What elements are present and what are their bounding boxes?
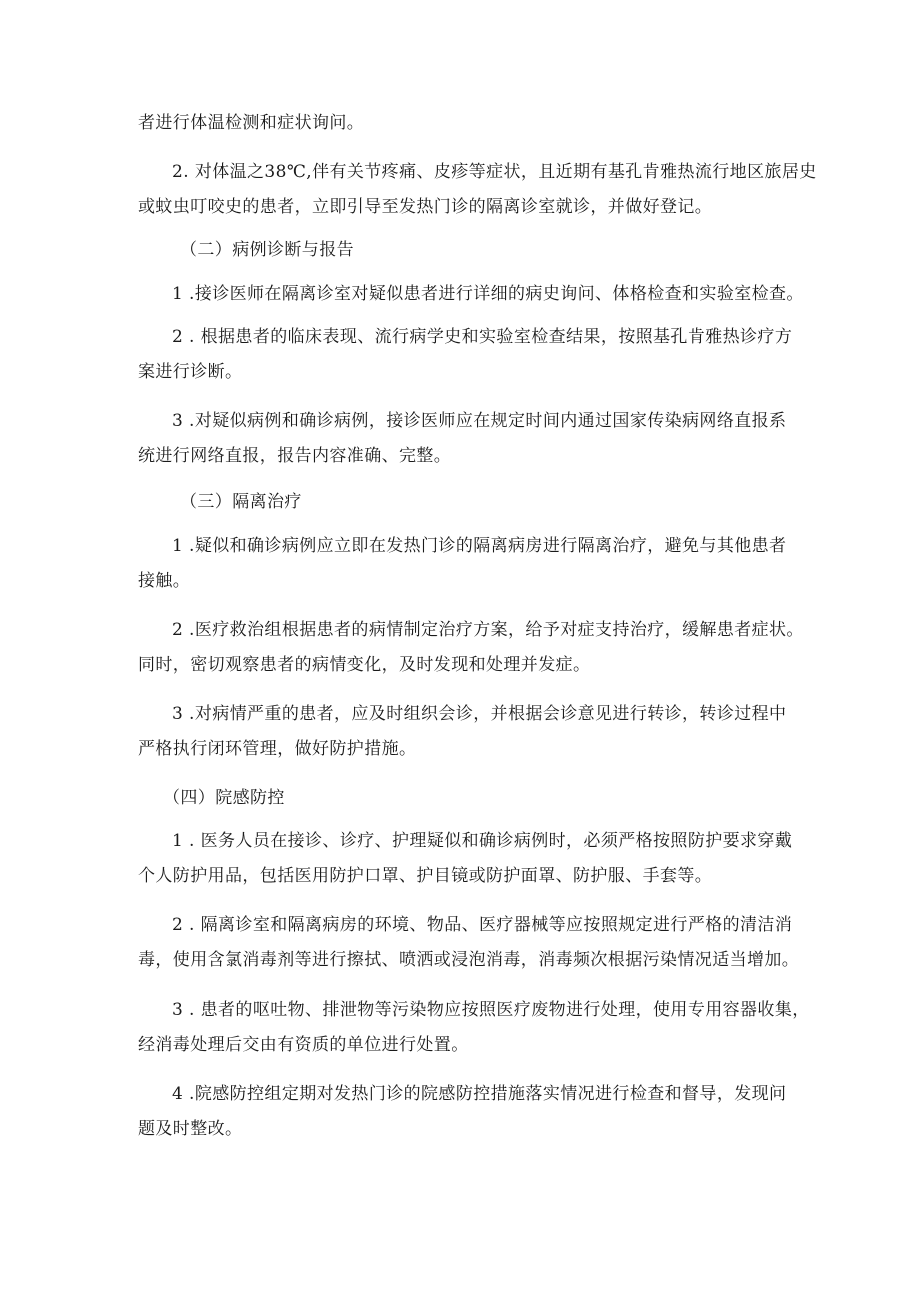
paragraph-item <box>138 613 804 683</box>
paragraph-line: 同时，密切观察患者的病情变化，及时发现和处理并发症。 <box>138 655 591 675</box>
paragraph-line: 1 . 医务人员在接诊、诊疗、护理疑似和确诊病例时，必须严格按照防护要求穿戴 <box>172 831 793 851</box>
paragraph-line: 1 .接诊医师在隔离诊室对疑似患者进行详细的病史询问、体格检查和实验室检查。 <box>172 284 804 304</box>
paragraph-line: 严格执行闭环管理，做好防护措施。 <box>138 739 417 759</box>
paragraph-line: 题及时整改。 <box>138 1119 243 1139</box>
paragraph-line: 案进行诊断。 <box>138 362 243 382</box>
paragraph-line: 个人防护用品，包括医用防护口罩、护目镜或防护面罩、防护服、手套等。 <box>138 866 713 886</box>
section-heading <box>138 781 788 816</box>
paragraph-line: 统进行网络直报，报告内容准确、完整。 <box>138 446 452 466</box>
paragraph-line: 2 . 根据患者的临床表现、流行病学史和实验室检查结果，按照基孔肯雅热诊疗方 <box>172 327 793 347</box>
paragraph-line: 3 .对病情严重的患者，应及时组织会诊，并根据会诊意见进行转诊，转诊过程中 <box>172 704 787 724</box>
paragraph-item <box>138 277 804 312</box>
paragraph-item <box>138 824 793 894</box>
paragraph-line: 2. 对体温之38℃,伴有关节疼痛、皮疹等症状，且近期有基孔肯雅热流行地区旅居史 <box>172 162 817 182</box>
paragraph-line: 者进行体温检测和症状询问。 <box>138 113 365 133</box>
section-heading-text: （二）病例诊断与报告 <box>180 240 354 260</box>
paragraph-line: 4 .院感防控组定期对发热门诊的院感防控措施落实情况进行检查和督导，发现问 <box>172 1084 787 1104</box>
paragraph-item <box>138 529 788 599</box>
section-heading <box>138 485 788 520</box>
paragraph-line: 或蚊虫叮咬史的患者，立即引导至发热门诊的隔离诊室就诊，并做好登记。 <box>138 197 713 217</box>
paragraph-continuation <box>138 106 788 141</box>
section-heading-text: （四）院感防控 <box>163 788 285 808</box>
section-heading <box>138 233 788 268</box>
section-heading-text: （三）隔离治疗 <box>180 492 302 512</box>
paragraph-line: 3 .对疑似病例和确诊病例，接诊医师应在规定时间内通过国家传染病网络直报系 <box>172 411 787 431</box>
paragraph-item <box>138 1077 788 1147</box>
paragraph-item <box>138 404 788 474</box>
paragraph-line: 1 .疑似和确诊病例应立即在发热门诊的隔离病房进行隔离治疗，避免与其他患者 <box>172 536 787 556</box>
paragraph-line: 经消毒处理后交由有资质的单位进行处置。 <box>138 1035 469 1055</box>
paragraph-line: 接触。 <box>138 571 191 591</box>
paragraph-line: 2 .医疗救治组根据患者的病情制定治疗方案，给予对症支持治疗，缓解患者症状。 <box>172 620 804 640</box>
paragraph-line: 2 . 隔离诊室和隔离病房的环境、物品、医疗器械等应按照规定进行严格的清洁消 <box>172 915 793 935</box>
paragraph-line: 毒，使用含氯消毒剂等进行擦拭、喷洒或浸泡消毒，消毒频次根据污染情况适当增加。 <box>138 950 800 970</box>
paragraph-item <box>138 697 788 767</box>
paragraph-line: 3 . 患者的呕吐物、排泄物等污染物应按照医疗废物进行处理，使用专用容器收集， <box>172 1000 810 1020</box>
paragraph-item <box>138 908 800 978</box>
paragraph-item <box>138 993 810 1063</box>
paragraph-item <box>138 155 817 225</box>
paragraph-item <box>138 320 793 390</box>
